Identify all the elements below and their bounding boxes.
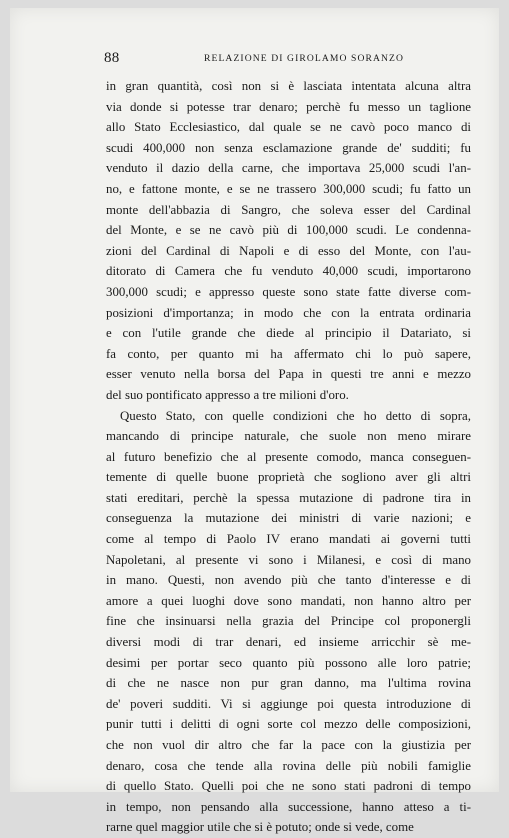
text-line: denaro, cosa che tende alla rovina delle più nobili famiglie [106, 758, 471, 773]
text-line: posizioni d'importanza; in modo che con la entrata ordinaria [106, 305, 471, 320]
text-line: in tempo, non pensando alla successione, hanno atteso a ti- [106, 799, 471, 814]
text-line: desimi per portar seco quanto più possono alle loro patrie; [106, 655, 471, 670]
text-line: in gran quantità, così non si è lasciata intentata alcuna altra [106, 79, 471, 93]
page-number: 88 [104, 50, 120, 66]
text-line: mancando di principe naturale, che suole non meno mirare [106, 429, 471, 444]
text-line: temente di quelle buone proprietà che sogliono aver gli altri [106, 470, 471, 485]
text-line: e con l'utile grande che diede al principio il Datariato, si [106, 326, 471, 341]
text-line: diversi modi di trar denari, ed insieme arricchir sè me- [106, 635, 471, 650]
text-line: amore a quei luoghi dove sono mandati, non hanno altro per [106, 593, 471, 608]
text-line: in mano. Questi, non avendo più che tanto d'interesse e di [106, 573, 471, 588]
page-header [104, 50, 457, 70]
text-line: come al tempo di Paolo IV erano mandati ai governi tutti [106, 532, 471, 547]
text-line: ditorato di Camera che fu venduto 40,000 scudi, importarono [106, 264, 471, 279]
text-line: che non vuol dir altro che far la pace con la giustizia per [106, 738, 471, 752]
text-line: monte dell'abbazia di Sangro, che soleva esser del Cardinal [106, 202, 471, 217]
text-line: fa conto, per quanto mi ha affermato chi lo può sapere, [106, 346, 471, 361]
book-page [10, 8, 499, 835]
text-line: di quello Stato. Quelli poi che ne sono stati padroni di tempo [106, 779, 471, 794]
text-line: no, e fattone monte, e se ne trassero 300,000 scudi; fu fatto un [106, 181, 471, 196]
text-line: al futuro benefizio che al presente comodo, manca conseguen- [106, 449, 471, 464]
text-line: di che ne nasce non pur gran danno, ma l'ultima rovina [106, 676, 471, 691]
running-title: RELAZIONE DI GIROLAMO SORANZO [204, 53, 405, 64]
paragraph [106, 406, 471, 838]
text-line: punir tutti i delitti di ogni sorte col mezzo delle composizioni, [106, 717, 471, 732]
text-line: Questo Stato, con quelle condizioni che ho detto di sopra, [120, 408, 471, 423]
text-line: 300,000 scudi; e appresso queste sono state fatte diverse com- [106, 284, 471, 299]
text-line: de' poveri sudditi. Vi si aggiunge poi questa introduzione di [106, 696, 471, 711]
text-line: stati ereditari, perchè la spessa mutazione di padrone tira in [106, 490, 471, 505]
text-line: del Monte, e se ne cavò più di 100,000 scudi. Le condenna- [106, 223, 471, 238]
text-line: via donde si potesse trar denaro; perchè fu messo un taglione [106, 99, 471, 114]
text-line: del suo pontificato appresso a tre milioni d'oro. [106, 387, 349, 402]
text-line: rarne quel maggior utile che si è potuto; onde si vede, come [106, 820, 414, 835]
text-line: zioni del Cardinal di Napoli e di esso del Monte, con l'au- [106, 243, 471, 258]
text-line: esser venuto nella borsa del Papa in questi tre anni e mezzo [106, 367, 471, 382]
text-line: venduto il dazio della carne, che importava 25,000 scudi l'an- [106, 161, 471, 176]
body-text [106, 76, 471, 838]
text-line: allo Stato Ecclesiastico, dal quale se ne cavò poco manco di [106, 120, 471, 135]
text-line: conseguenza la mutazione dei ministri di varie nazioni; e [106, 511, 471, 526]
text-line: fine che insinuarsi nella grazia del Principe col proponergli [106, 614, 471, 629]
text-line: scudi 400,000 non senza esclamazione grande de' sudditi; fu [106, 140, 471, 155]
text-line: Napoletani, al presente vi sono i Milanesi, e così di mano [106, 552, 471, 567]
paragraph [106, 76, 471, 406]
